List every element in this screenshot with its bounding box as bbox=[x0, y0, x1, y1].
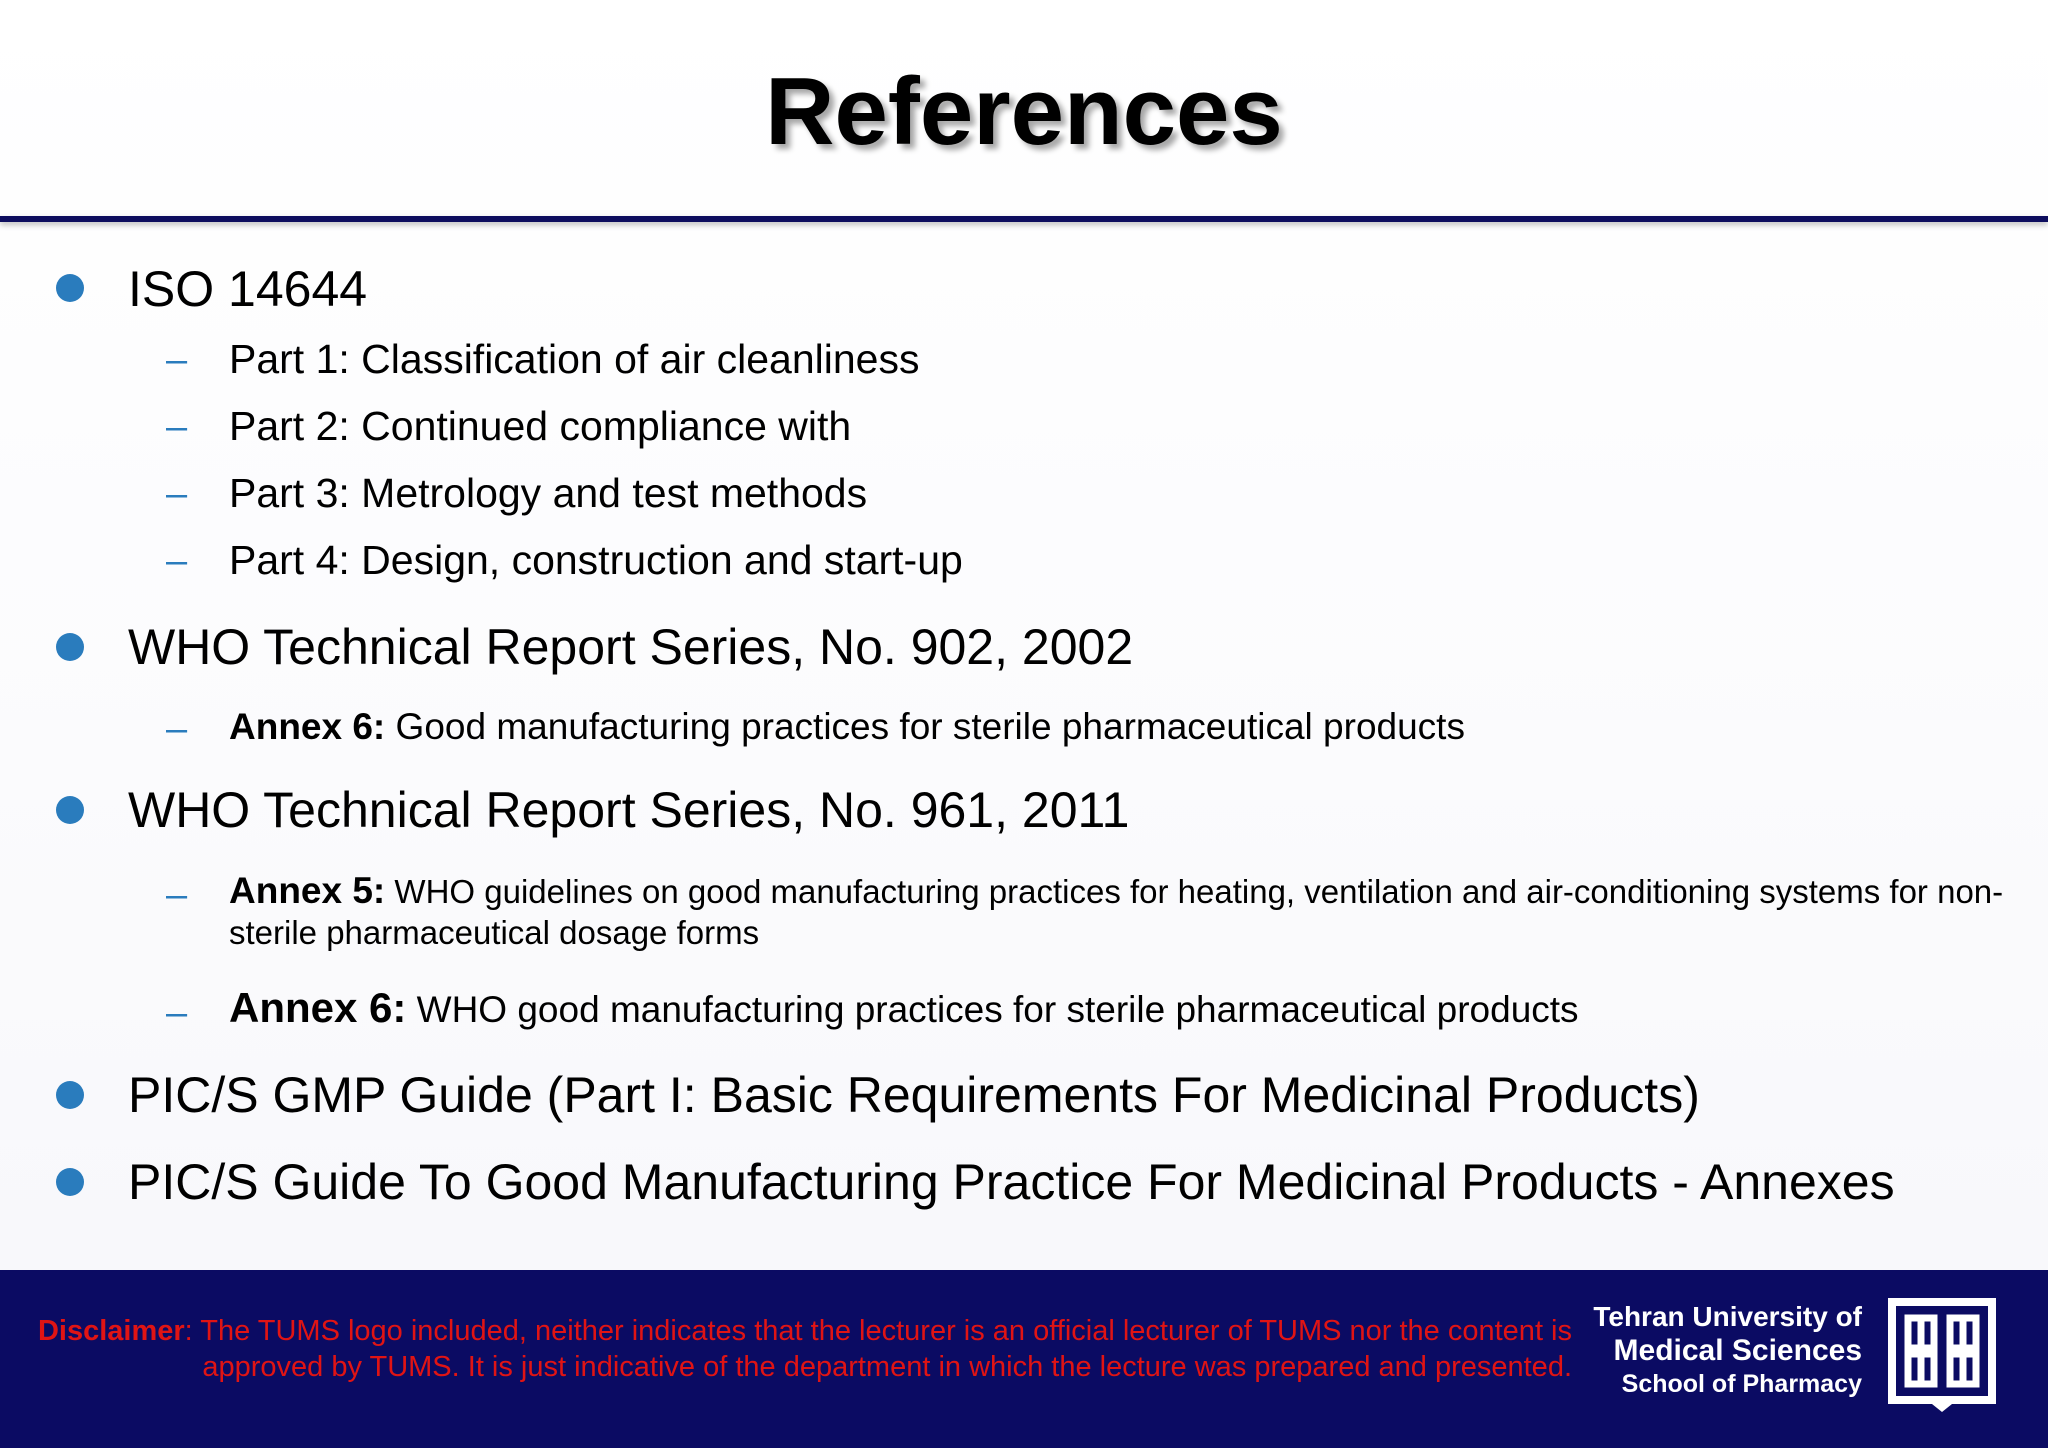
slide-title: References bbox=[765, 58, 1283, 165]
dash-icon: – bbox=[166, 874, 188, 916]
annex-label: Annex 6: bbox=[229, 984, 407, 1031]
university-line-1: Tehran University of bbox=[1593, 1301, 1862, 1332]
dash-icon: – bbox=[166, 992, 188, 1034]
title-divider bbox=[0, 216, 2048, 222]
ref-iso-heading: ISO 14644 bbox=[128, 261, 368, 317]
ref-who-902-annex-6 bbox=[229, 704, 1465, 750]
dash-icon: – bbox=[166, 473, 188, 515]
ref-iso-part: Part 4: Design, construction and start-up bbox=[229, 537, 963, 583]
ref-iso-part: Part 2: Continued compliance with bbox=[229, 403, 852, 449]
disclaimer-text: : The TUMS logo included, neither indicates that the lecturer is an official lecturer of TUMS nor the content is approved by TUMS. It is just indicative of the department in which the lecture was prepared and presented. bbox=[184, 1315, 1572, 1383]
disclaimer-lead: Disclaimer bbox=[37, 1315, 185, 1347]
annex-text: Good manufacturing practices for sterile pharmaceutical products bbox=[385, 706, 1465, 747]
university-name bbox=[1593, 1300, 1862, 1400]
bullet-icon bbox=[56, 633, 84, 661]
ref-iso-part: Part 3: Metrology and test methods bbox=[229, 470, 868, 516]
dash-icon: – bbox=[166, 708, 188, 750]
dash-icon: – bbox=[166, 406, 188, 448]
school-name: School of Pharmacy bbox=[1621, 1370, 1862, 1398]
bullet-icon bbox=[56, 1168, 84, 1196]
university-line-2: Medical Sciences bbox=[1613, 1334, 1862, 1367]
ref-pics-gmp-guide: PIC/S GMP Guide (Part I: Basic Requirements For Medicinal Products) bbox=[128, 1067, 1700, 1123]
dash-icon: – bbox=[166, 540, 188, 582]
ref-who-902-heading: WHO Technical Report Series, No. 902, 2002 bbox=[128, 619, 1134, 675]
tums-logo-icon bbox=[1886, 1296, 1998, 1412]
annex-label: Annex 5: bbox=[229, 870, 386, 911]
ref-who-961-annex-6 bbox=[229, 985, 1579, 1033]
annex-text: WHO good manufacturing practices for sterile pharmaceutical products bbox=[406, 989, 1579, 1030]
bullet-icon bbox=[56, 274, 84, 302]
dash-icon: – bbox=[166, 339, 188, 381]
bullet-icon bbox=[56, 796, 84, 824]
ref-who-961-heading: WHO Technical Report Series, No. 961, 2011 bbox=[128, 782, 1130, 838]
disclaimer bbox=[12, 1313, 1572, 1385]
annex-text: WHO guidelines on good manufacturing practices for heating, ventilation and air-conditioning systems for non-sterile pharmaceutical dosage forms bbox=[229, 873, 2004, 951]
ref-who-961-annex-5 bbox=[229, 870, 2009, 953]
ref-iso-part: Part 1: Classification of air cleanliness bbox=[229, 336, 920, 382]
annex-label: Annex 6: bbox=[229, 706, 386, 747]
ref-pics-annexes: PIC/S Guide To Good Manufacturing Practice For Medicinal Products - Annexes bbox=[128, 1154, 1895, 1210]
bullet-icon bbox=[56, 1081, 84, 1109]
